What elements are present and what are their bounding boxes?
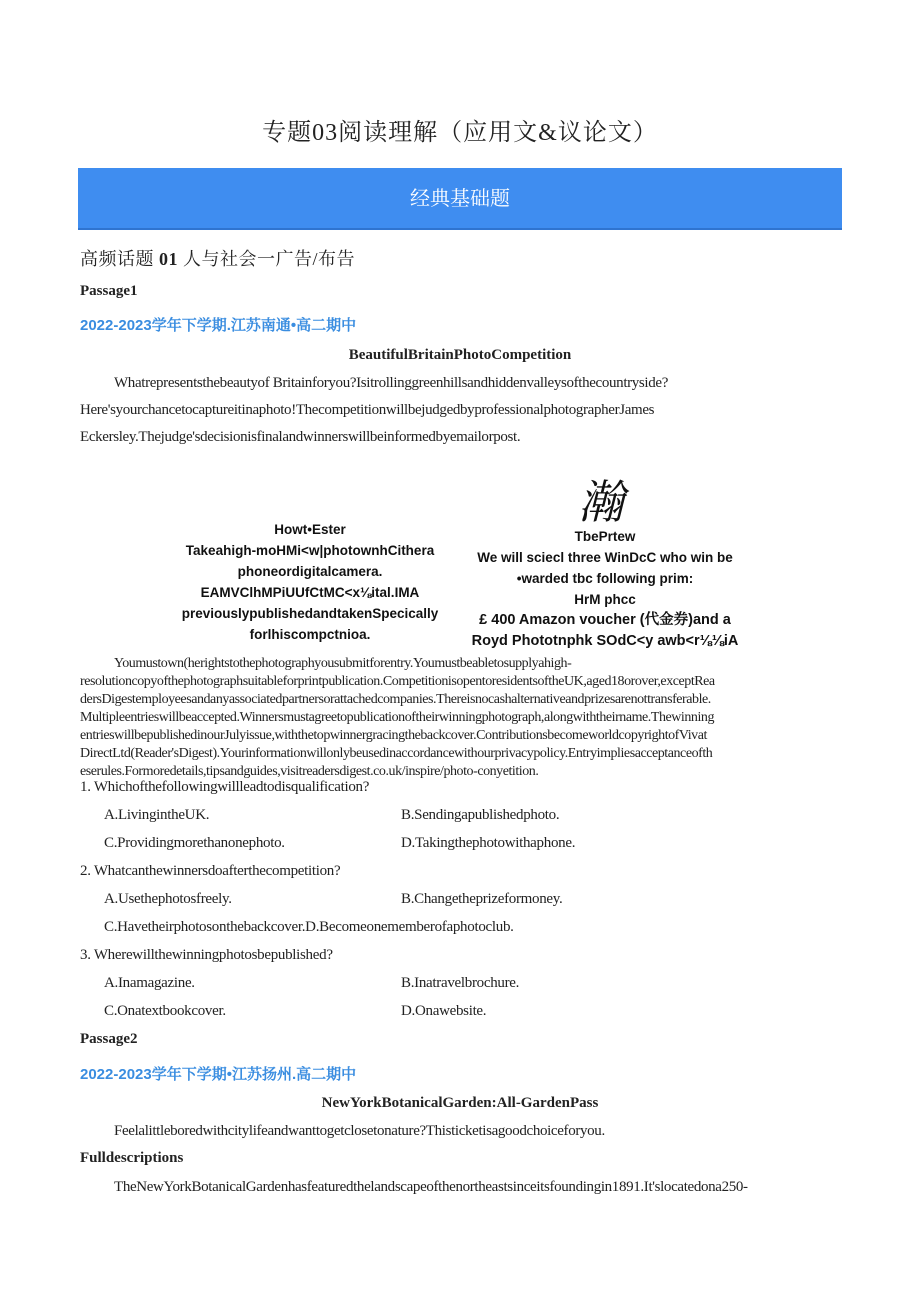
- body-line: resolutioncopyofthephotographsuitableforprintpublication.CompetitionisopentoresidentsoftheUK,aged18orover,exceptRea: [80, 674, 715, 689]
- q3-option-c: C.Onatextbookcover.: [104, 1003, 226, 1019]
- box-line: EAMVClhMPiUUfCtMC<x⅛ital.IMA: [200, 585, 420, 600]
- passage2-subheading: Fulldescriptions: [80, 1150, 184, 1166]
- prizes-box: [470, 526, 740, 652]
- q1-option-a: A.LivingintheUK.: [104, 807, 210, 823]
- q2-option-a: A.Usethephotosfreely.: [104, 891, 232, 907]
- q3-option-d: D.Onawebsite.: [401, 1003, 487, 1019]
- body-line: Multipleentrieswillbeaccepted.Winnersmustagreetopublicationoftheirwinningphotograph,alongwiththeirname.Thewinning: [80, 710, 715, 725]
- question-2: 2. Whatcanthewinnersdoafterthecompetition?: [80, 863, 341, 879]
- box-line: We will sciecl three WinDcC who win be: [477, 550, 733, 565]
- box-line: Howt•Ester: [274, 522, 346, 537]
- q2-option-cd: C.Havetheirphotosonthebackcover.D.Becomeonememberofaphotoclub.: [104, 919, 514, 935]
- box-line: Takeahigh-moHMi<w|photownhCithera: [185, 543, 435, 558]
- passage2-source: 2022-2023学年下学期•江苏扬州.高二期中: [80, 1066, 357, 1083]
- body-line: eserules.Formoredetails,tipsandguides,visitreadersdigest.co.uk/inspire/photo-conyetition.: [80, 764, 539, 779]
- topic-prefix: 高频话题: [80, 249, 154, 269]
- intro-line: Whatrepresentsthebeautyof Britainforyou?Isitrollinggreenhillsandhiddenvalleysofthecountryside?: [114, 375, 668, 391]
- topic-num: 01: [159, 249, 178, 269]
- intro-line: Here'syourchancetocaptureitinaphoto!ThecompetitionwillbejudgedbyprofessionalphotographerJames: [80, 402, 655, 418]
- body-line: Youmustown(herightstothephotographyousubmitforentry.Youmustbeabletosupplyahigh-: [114, 656, 572, 671]
- passage1-intro: [80, 370, 850, 451]
- box-line: £ 400 Amazon voucher (代金券)and a: [479, 612, 731, 628]
- intro-line: Eckersley.Thejudge'sdecisionisfinalandwinnerswillbeinformedbyemailorpost.: [80, 429, 521, 445]
- q3-option-a: A.Inamagazine.: [104, 975, 195, 991]
- page-title: 专题03阅读理解（应用文&议论文）: [262, 120, 658, 146]
- decorative-glyph: 瀚: [578, 475, 624, 529]
- passage2-heading: NewYorkBotanicalGarden:All-GardenPass: [321, 1095, 599, 1111]
- body-line: entrieswillbepublishedinourJulyissue,withthetopwinnergracingthebackcover.ContributionsbecomeworldcopyrightofVivat: [80, 728, 707, 743]
- topic-line: [80, 245, 355, 271]
- passage1-source: 2022-2023学年下学期.江苏南通•高二期中: [80, 317, 357, 334]
- q3-option-b: B.Inatravelbrochure.: [401, 975, 520, 991]
- box-line: forlhiscompctnioa.: [249, 627, 371, 642]
- passage1-heading: BeautifulBritainPhotoCompetition: [348, 347, 572, 363]
- passage2-body: TheNewYorkBotanicalGardenhasfeaturedthelandscapeofthenortheastsinceitsfoundingin1891.It'slocatedona250-: [114, 1179, 748, 1195]
- passage2-label: Passage2: [80, 1031, 138, 1047]
- box-line: •warded tbc following prim:: [516, 571, 694, 586]
- box-line: phoneordigitalcamera.: [237, 564, 383, 579]
- box-line: previouslypublishedandtakenSpecically: [181, 606, 439, 621]
- section-banner: 经典基础题: [78, 168, 842, 230]
- passage2-intro: Feelalittleboredwithcitylifeandwanttogetclosetonature?Thisticketisagoodchoiceforyou.: [114, 1123, 605, 1139]
- question-1: 1. Whichofthefollowingwillleadtodisqualification?: [80, 779, 370, 795]
- question-3: 3. Wherewillthewinningphotosbepublished?: [80, 947, 333, 963]
- passage1-body: [80, 655, 850, 781]
- box-line: Royd Phototnphk SOdC<y awb<r⅛⅛iA: [471, 633, 739, 649]
- passage1-label: Passage1: [80, 283, 138, 299]
- body-line: DirectLtd(Reader'sDigest).Yourinformationwillonlybeusedinaccordancewithourprivacypolicy.Entryimpliesacceptanceofth: [80, 746, 713, 761]
- box-line: HrM phcc: [574, 592, 636, 607]
- q1-option-c: C.Providingmorethanonephoto.: [104, 835, 285, 851]
- how-to-enter-box: [180, 519, 440, 645]
- body-line: dersDigestemployeesandanyassociatedpartnersorattachedcompanies.Thereisnocashalternativeandprizesarenottransferable.: [80, 692, 711, 707]
- box-line: TbePrtew: [574, 529, 636, 544]
- q1-option-d: D.Takingthephotowithaphone.: [401, 835, 576, 851]
- q2-option-b: B.Changetheprizeformoney.: [401, 891, 563, 907]
- topic-text: 人与社会一广告/布告: [183, 249, 356, 269]
- q1-option-b: B.Sendingapublishedphoto.: [401, 807, 560, 823]
